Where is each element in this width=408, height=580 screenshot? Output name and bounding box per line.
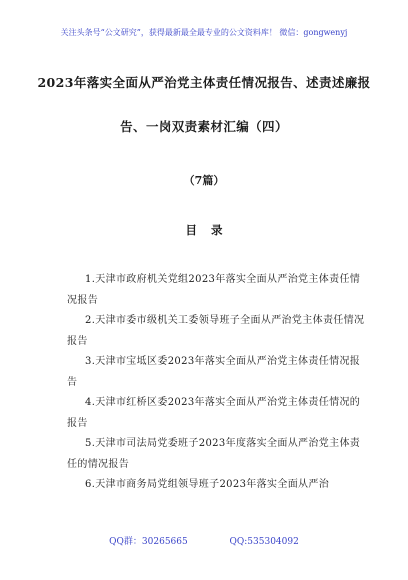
toc-item-5: 5.天津市司法局党委班子2023年度落实全面从严治党主体责任的情况报告 [67,438,361,470]
document-title-line-1: 2023年落实全面从严治党主体责任情况报告、述责述廉报 [37,75,371,90]
header-promo-note: 关注头条号“公文研究”，获得最新最全最专业的公文资料库！ 微信：gongwenyj [60,28,348,37]
footer-contact [0,534,408,547]
toc-item-4: 4.天津市红桥区委2023年落实全面从严治党主体责任情况的报告 [67,397,361,429]
document-title-line-2: 告、一岗双责素材汇编（四） [120,119,288,134]
toc-heading: 目录 [185,223,237,237]
toc-item-1: 1.天津市政府机关党组2023年落实全面从严治党主体责任情况报告 [67,274,361,306]
table-of-contents [67,270,367,496]
footer-qq: QQ:535304092 [229,537,299,547]
toc-item-3: 3.天津市宝坻区委2023年落实全面从严治党主体责任情况报告 [67,356,361,388]
article-count: （7篇） [183,174,225,187]
toc-item-2: 2.天津市委市级机关工委领导班子全面从严治党主体责任情况报告 [67,315,365,347]
toc-item-6: 6.天津市商务局党组领导班子2023年落实全面从严治 [85,479,330,490]
footer-qq-group: QQ群：30265665 [109,537,188,547]
